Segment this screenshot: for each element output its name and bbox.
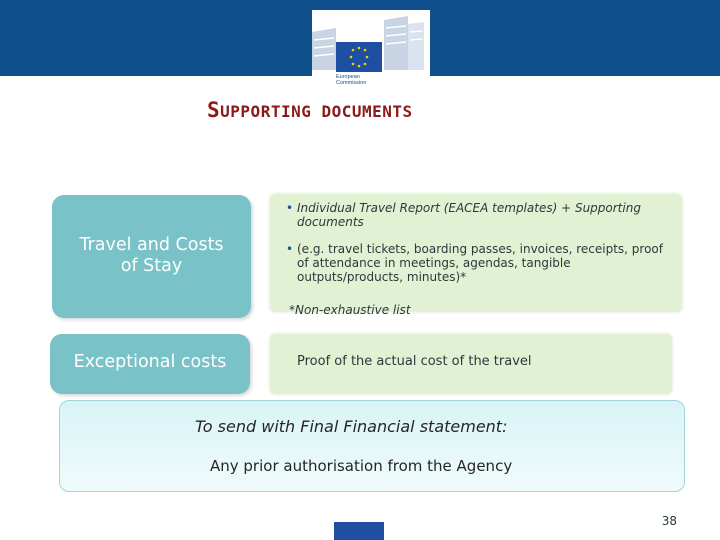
- travel-costs-label-line1: Travel and Costs: [79, 235, 224, 255]
- page-number: 38: [661, 514, 677, 528]
- non-exhaustive-note: *Non-exhaustive list: [289, 303, 411, 317]
- eu-flag-footer-icon: [334, 522, 384, 540]
- title-initial: S: [207, 98, 221, 122]
- exceptional-costs-label: Exceptional costs: [73, 352, 227, 372]
- bullet-item-examples: • (e.g. travel tickets, boarding passes, invoices, receipts, proof of attendance in meetings, agendas, tangible outputs/products, minutes)*: [283, 242, 668, 284]
- final-statement-subtitle: Any prior authorisation from the Agency: [210, 457, 513, 475]
- european-commission-logo: [312, 10, 430, 100]
- travel-costs-label-line2: of Stay: [120, 256, 183, 276]
- final-statement-box: [59, 400, 685, 492]
- eu-flag-icon: [336, 42, 382, 72]
- travel-costs-bullets: [283, 201, 668, 284]
- title-rest: UPPORTING DOCUMENTS: [220, 102, 413, 121]
- final-statement-title: To send with Final Financial statement:: [195, 417, 508, 436]
- slide-title: [207, 98, 413, 122]
- proof-text: Proof of the actual cost of the travel: [297, 354, 532, 369]
- logo-text-line1: European: [336, 74, 360, 80]
- travel-costs-box: [52, 195, 251, 318]
- bullet-item-report: • Individual Travel Report (EACEA templates) + Supporting documents: [283, 201, 668, 229]
- travel-costs-label: [52, 235, 251, 277]
- exceptional-costs-box: [50, 334, 250, 394]
- logo-text: [336, 74, 416, 86]
- logo-text-line2: Commission: [336, 80, 367, 86]
